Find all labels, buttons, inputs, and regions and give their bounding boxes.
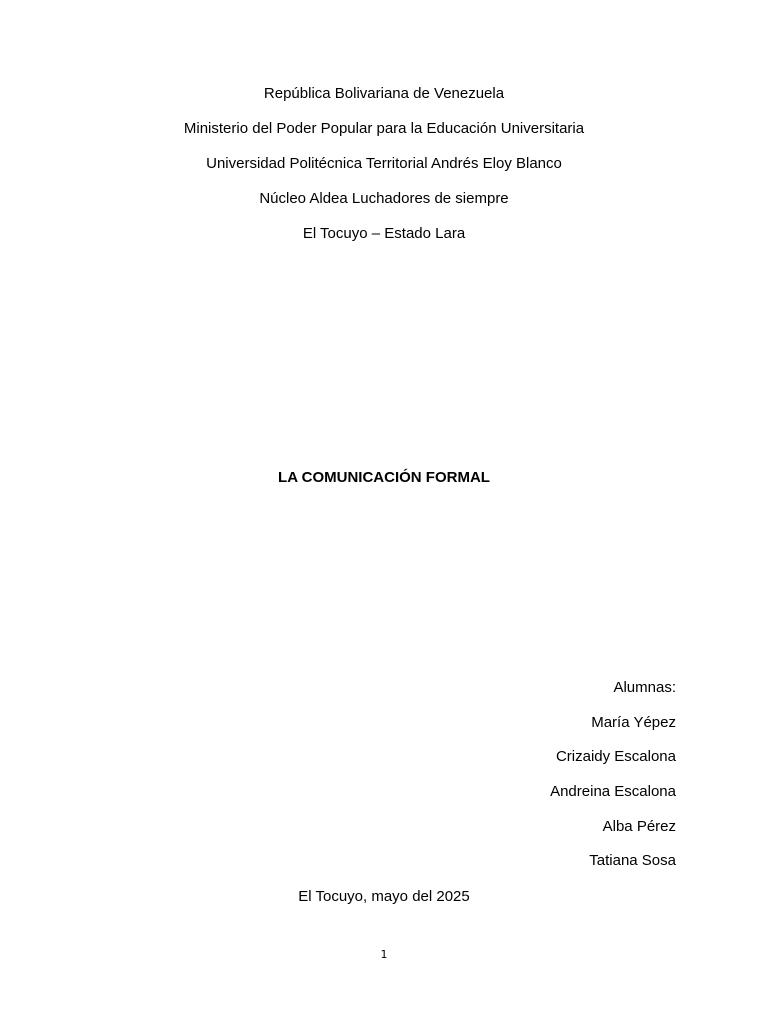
student-name: Andreina Escalona [550,783,676,800]
students-label: Alumnas: [613,679,676,696]
document-title: LA COMUNICACIÓN FORMAL [278,469,490,486]
header-university: Universidad Politécnica Territorial Andrés Eloy Blanco [206,155,562,172]
student-name: Tatiana Sosa [589,852,676,869]
header-ministry: Ministerio del Poder Popular para la Educación Universitaria [183,120,585,137]
student-name: Crizaidy Escalona [555,748,676,765]
header-location: El Tocuyo – Estado Lara [302,225,466,242]
place-date: El Tocuyo, mayo del 2025 [298,888,470,905]
header-nucleus: Núcleo Aldea Luchadores de siempre [259,190,509,207]
page-number: 1 [380,948,388,961]
header-republic: República Bolivariana de Venezuela [263,85,505,102]
student-name: María Yépez [591,714,676,731]
student-name: Alba Pérez [602,818,676,835]
